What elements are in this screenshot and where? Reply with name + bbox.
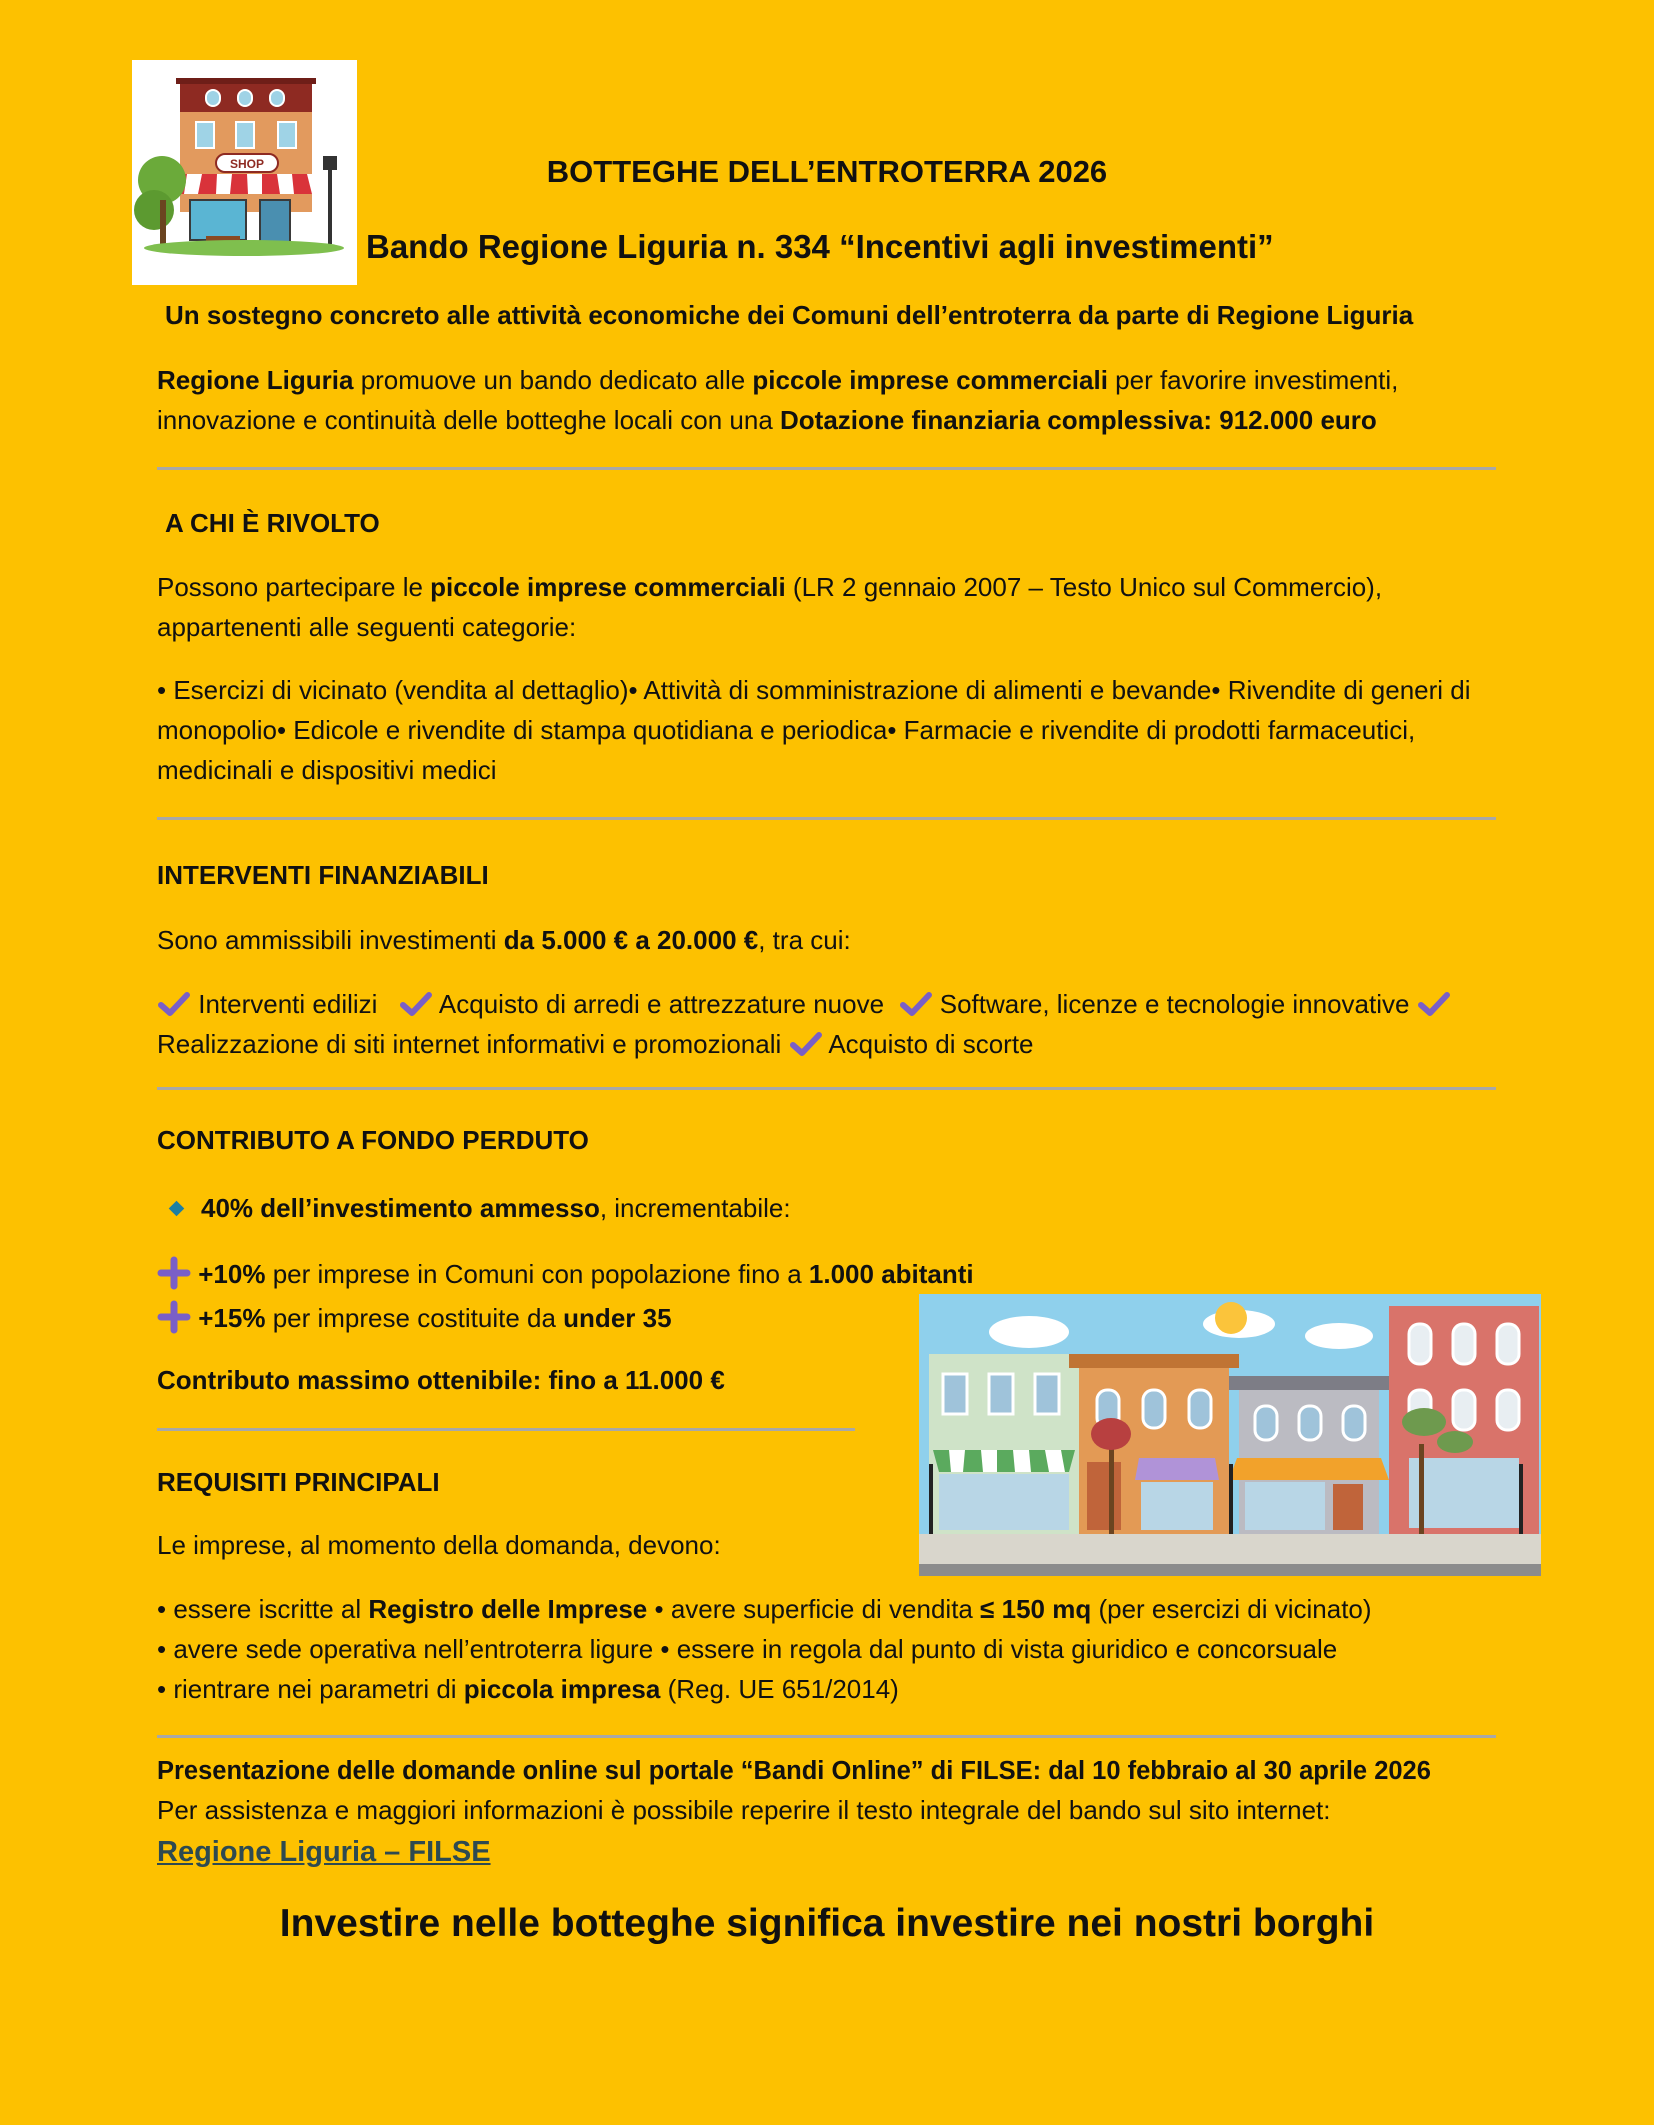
heading-interventions: INTERVENTI FINANZIABILI (157, 860, 489, 890)
street-illustration (919, 1294, 1541, 1576)
interventions-text-2: , tra cui: (758, 925, 851, 955)
bonus1-bold: +10% (198, 1259, 266, 1289)
page-title: BOTTEGHE DELL’ENTROTERRA 2026 (546, 154, 1108, 189)
req1-bold-2: ≤ 150 mq (980, 1594, 1092, 1624)
shops-street-image (919, 1294, 1541, 1576)
bonus1-bold-2: 1.000 abitanti (808, 1259, 974, 1289)
heading-target: A CHI È RIVOLTO (165, 508, 380, 538)
target-text-1: Possono partecipare le (157, 572, 431, 602)
check-icon (789, 1031, 823, 1057)
divider-3 (157, 1087, 1496, 1090)
shop-sign-text: SHOP (229, 157, 265, 171)
interventions-text-1: Sono ammissibili investimenti (157, 925, 504, 955)
contribution-main-bold: 40% dell’investimento ammesso (201, 1193, 600, 1223)
intro-bold-1: Regione Liguria (157, 365, 354, 395)
target-paragraph (157, 567, 1497, 647)
divider-2 (157, 817, 1496, 820)
requirements-line-1 (157, 1589, 1497, 1629)
requirements-intro: Le imprese, al momento della domanda, devono: (157, 1530, 721, 1560)
bonus1-text: per imprese in Comuni con popolazione fino a (265, 1259, 809, 1289)
req1-text-2: • avere superficie di vendita (647, 1594, 981, 1624)
bonus2-text: per imprese costituite da (265, 1303, 564, 1333)
req3-text-1: • rientrare nei parametri di (157, 1674, 464, 1704)
requirements-line-2: • avere sede operativa nell’entroterra ligure • essere in regola dal punto di vista giuridico e concorsuale (157, 1634, 1338, 1664)
req1-text-1: • essere iscritte al (157, 1594, 369, 1624)
plus-icon (157, 1300, 191, 1334)
target-text-2: (LR 2 gennaio 2007 – Testo Unico sul Commercio), appartenenti alle seguenti categorie: (157, 572, 1383, 642)
bonus2-bold: +15% (198, 1303, 266, 1333)
divider-1 (157, 467, 1496, 470)
page-subtitle: Bando Regione Liguria n. 334 “Incentivi agli investimenti” (366, 228, 1274, 265)
heading-contribution: CONTRIBUTO A FONDO PERDUTO (157, 1125, 589, 1155)
deadline-text: Presentazione delle domande online sul portale “Bandi Online” di FILSE: dal 10 febbraio al 30 aprile 2026 (157, 1757, 1431, 1785)
contribution-max: Contributo massimo ottenibile: fino a 11.000 € (157, 1365, 725, 1395)
req1-text-3: (per esercizi di vicinato) (1091, 1594, 1372, 1624)
intervention-item: Realizzazione di siti internet informativi e promozionali (157, 1029, 782, 1059)
intro-text-1: promuove un bando dedicato alle (353, 365, 753, 395)
tagline: Un sostegno concreto alle attività economiche dei Comuni dell’entroterra da parte di Regione Liguria (165, 300, 1414, 330)
target-bold-1: piccole imprese commerciali (430, 572, 786, 602)
intro-bold-2: piccole imprese commerciali (752, 365, 1108, 395)
plus-icon (157, 1256, 191, 1290)
interventions-bold-1: da 5.000 € a 20.000 € (503, 925, 759, 955)
check-icon (399, 991, 433, 1017)
req3-bold-1: piccola impresa (463, 1674, 661, 1704)
intervention-item: Acquisto di arredi e attrezzature nuove (438, 989, 885, 1019)
divider-5 (157, 1735, 1496, 1738)
link-line (157, 1832, 1497, 1872)
intervention-item: Interventi edilizi (198, 989, 378, 1019)
filse-link[interactable]: Regione Liguria – FILSE (157, 1836, 491, 1868)
requirements-line-3 (157, 1669, 1497, 1709)
contribution-main (157, 1188, 1497, 1228)
intervention-item: Software, licenze e tecnologie innovative (939, 989, 1410, 1019)
intro-paragraph (157, 360, 1497, 440)
interventions-paragraph (157, 920, 1497, 960)
check-icon (1417, 991, 1451, 1017)
target-categories: • Esercizi di vicinato (vendita al dettaglio)• Attività di somministrazione di alimenti e bevande• Rivendite di generi di monopolio• Edicole e rivendite di stampa quotidiana e periodica• Farmacie e rivendite di prodotti farmaceutici, medicinali e dispositivi medici (157, 675, 1471, 785)
check-icon (899, 991, 933, 1017)
contribution-main-text: , incrementabile: (599, 1193, 791, 1223)
closing-slogan: Investire nelle botteghe significa investire nei nostri borghi (279, 1902, 1375, 1945)
interventions-list (157, 984, 1497, 1064)
contribution-bonus-1 (157, 1254, 1497, 1294)
bonus2-bold-2: under 35 (563, 1303, 672, 1333)
intro-text-2: per favorire investimenti, innovazione e continuità delle botteghe locali con una (157, 365, 1399, 435)
check-icon (157, 991, 191, 1017)
info-text: Per assistenza e maggiori informazioni è possibile reperire il testo integrale del bando sul sito internet: (157, 1795, 1331, 1825)
req3-text-2: (Reg. UE 651/2014) (660, 1674, 899, 1704)
heading-requirements: REQUISITI PRINCIPALI (157, 1467, 440, 1497)
intervention-item: Acquisto di scorte (828, 1029, 1034, 1059)
divider-4 (157, 1428, 855, 1431)
intro-bold-3: Dotazione finanziaria complessiva: 912.000 euro (780, 405, 1377, 435)
diamond-bullet-icon (169, 1201, 185, 1217)
req1-bold-1: Registro delle Imprese (368, 1594, 648, 1624)
